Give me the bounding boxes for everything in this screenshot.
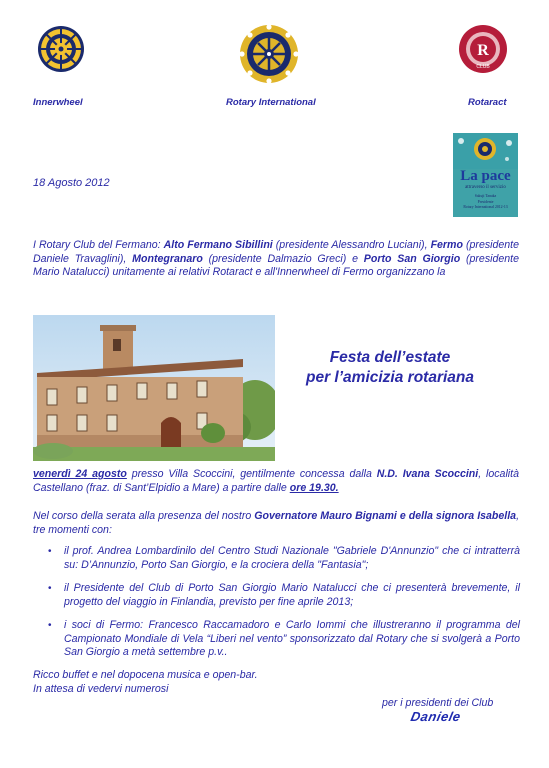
club-alto-fermano: Alto Fermano Sibillini [163,239,273,251]
evening-text-2: e [396,510,409,522]
governor-wife: della signora Isabella [408,510,517,522]
closing-text [33,669,333,696]
rotary-international-label: Rotary International [226,97,316,108]
event-title-line-1: Festa dell’estate [329,349,451,366]
event-host: N.D. Ivana Scoccini [376,468,479,480]
evening-text-1: Nel corso della serata alla presenza del nostro [33,510,255,522]
svg-text:CLUB: CLUB [476,64,490,70]
intro-text-3: (presidente Daniele Travaglini), [33,239,519,265]
club-porto-san-giorgio: Porto San Giorgio [363,252,461,265]
event-day: venerdì 24 agosto [33,468,127,480]
event-details-text-2: , località Castellano (fraz. di Sant’Elpidio a Mare) a partire dalle [33,468,519,494]
poster-role: Presidente [477,200,494,204]
club-montegranaro: Montegranaro [132,252,203,265]
poster-subtitle: attraverso il servizio [465,185,506,190]
rotaract-logo [458,24,508,74]
list-item [48,545,520,572]
rotary-wheel-logo [239,24,299,84]
bullet-icon: • [48,546,52,557]
event-time: ore 19.30. [289,481,339,494]
innerwheel-logo [36,24,86,74]
signature: Daniele [409,709,463,724]
list-item [48,619,520,660]
program-list [48,545,520,670]
innerwheel-label: Innerwheel [33,97,83,108]
poster-title: La pace [460,168,511,184]
event-details-text-1: presso Villa Scoccini, gentilmente concessa dalla [126,468,377,480]
list-item [48,582,520,609]
bullet-icon: • [48,583,52,594]
governor-name: Governatore Mauro Bignami [254,510,397,522]
letter-date: 18 Agosto 2012 [33,177,110,189]
rotaract-label: Rotaract [468,97,507,108]
event-details [33,468,519,495]
intro-paragraph [33,239,519,280]
club-fermo: Fermo [430,239,463,251]
evening-intro [33,510,519,537]
program-item-text: i soci di Fermo: Francesco Raccamadoro e Carlo Iommi che illustreranno il programma del Campionato Mondiale di Vela “Liberi nel vento” sponsorizzato dal Rotary che si svolgerà a Porto San Giorgio a metà settembre p.v.. [64,619,520,658]
la-pace-poster [453,133,518,217]
villa-photo [33,315,275,461]
intro-text-1: I Rotary Club del Fermano: [33,239,164,251]
program-item-text: il Presidente del Club di Porto San Giorgio Mario Natalucci che ci presenterà brevemente, il progetto del viaggio in Finlandia, previsto per fine aprile 2013; [64,582,520,608]
intro-text-4: (presidente Dalmazio Greci) e [202,252,364,265]
closing-line-1: Ricco buffet e nel dopocena musica e open-bar. [33,669,258,681]
event-title [290,348,490,388]
event-title-line-2: per l’amicizia rotariana [306,369,474,386]
svg-text:R: R [477,42,489,59]
bullet-icon: • [48,620,52,631]
evening-text-3: , tre momenti con: [33,510,520,536]
poster-name: Sakuji Tanaka [474,194,497,198]
intro-text-5: (presidente Mario Natalucci) unitamente ai relativi Rotaract e all'Innerwheel di Fermo organizzano la [33,252,519,278]
poster-year: Rotary International 2012-13 [463,205,508,209]
signoff-text: per i presidenti dei Club [382,697,494,709]
program-item-text: il prof. Andrea Lombardinilo del Centro Studi Nazionale "Gabriele D'Annunzio" che ci intratterrà su: D’Annunzio, Porto San Giorgio, e la crociera della "Fantasia"; [64,545,520,571]
intro-text-2: (presidente Alessandro Luciani), [272,239,431,251]
closing-line-2: In attesa di vedervi numerosi [33,682,169,695]
